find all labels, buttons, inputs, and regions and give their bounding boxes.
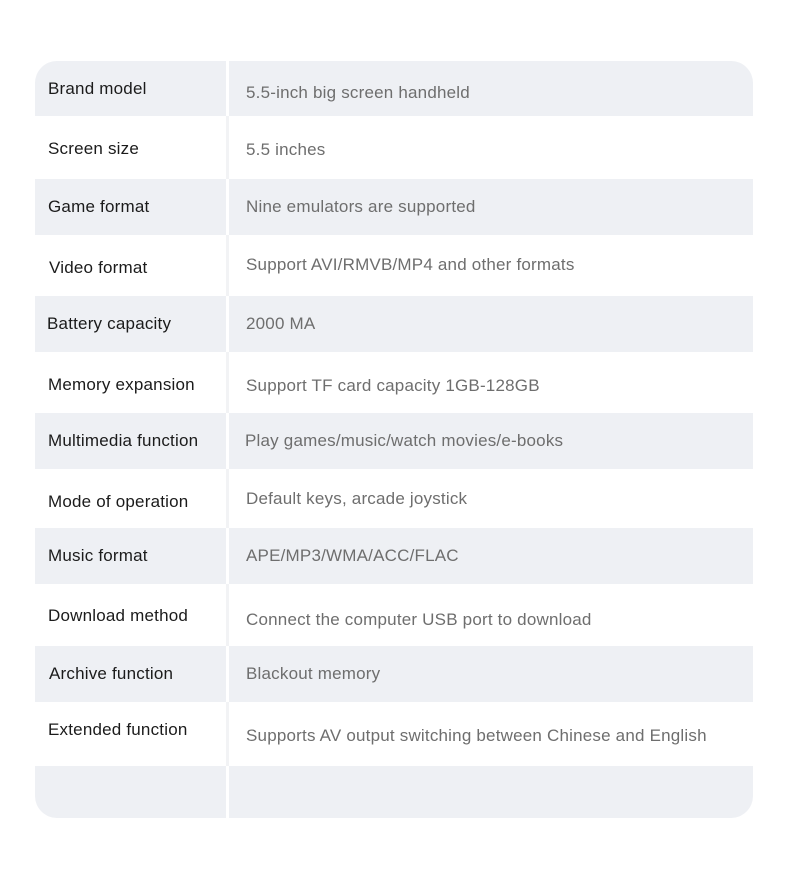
spec-row-download-method [35, 584, 753, 646]
spec-row-brand-model [35, 61, 753, 116]
footer-value-cell [229, 766, 753, 818]
footer-label-cell [35, 766, 226, 818]
spec-row-screen-size [35, 116, 753, 179]
spec-value-text: Default keys, arcade joystick [246, 489, 468, 508]
spec-value-text: Connect the computer USB port to download [246, 610, 592, 629]
spec-label [35, 179, 226, 235]
spec-label [35, 469, 226, 528]
spec-value-text: Play games/music/watch movies/e-books [245, 431, 564, 450]
spec-label [35, 352, 226, 413]
spec-value [229, 235, 753, 296]
spec-value-text: Blackout memory [246, 664, 381, 683]
spec-label [35, 116, 226, 179]
spec-label [35, 235, 226, 296]
spec-value [229, 296, 753, 352]
spec-value-text: APE/MP3/WMA/ACC/FLAC [246, 546, 459, 565]
spec-label [35, 702, 226, 766]
spec-value [229, 61, 753, 116]
spec-value [229, 469, 753, 528]
spec-label-text: Archive function [49, 664, 174, 683]
spec-row-music-format [35, 528, 753, 584]
spec-value [229, 702, 753, 766]
spec-value [229, 646, 753, 702]
spec-row-extended-function [35, 702, 753, 766]
spec-row-multimedia-function [35, 413, 753, 469]
spec-label [35, 646, 226, 702]
spec-value-text: Support TF card capacity 1GB-128GB [246, 376, 540, 395]
spec-value-text: 5.5 inches [246, 140, 326, 159]
spec-row-battery-capacity [35, 296, 753, 352]
spec-value-text: Nine emulators are supported [246, 197, 476, 216]
spec-value-text: Supports AV output switching between Chinese and English [246, 726, 707, 745]
spec-label-text: Brand model [48, 78, 147, 98]
spec-row-archive-function [35, 646, 753, 702]
spec-label-text: Video format [49, 258, 148, 277]
spec-label [35, 584, 226, 646]
spec-label-text: Music format [48, 546, 148, 565]
spec-value [229, 584, 753, 646]
spec-value-text: Support AVI/RMVB/MP4 and other formats [246, 255, 575, 274]
spec-label-text: Mode of operation [48, 492, 189, 511]
spec-label-text: Memory expansion [48, 375, 195, 394]
spec-value [229, 413, 753, 469]
spec-label [35, 296, 226, 352]
spec-value [229, 179, 753, 235]
spec-table [35, 61, 753, 818]
spec-label [35, 61, 226, 116]
spec-label-text: Multimedia function [48, 431, 199, 450]
spec-row-video-format [35, 235, 753, 296]
spec-value [229, 116, 753, 179]
spec-label [35, 413, 226, 469]
spec-row-game-format [35, 179, 753, 235]
spec-label-text: Download method [48, 606, 189, 625]
spec-label [35, 528, 226, 584]
spec-row-mode-of-operation [35, 469, 753, 528]
spec-row-memory-expansion [35, 352, 753, 413]
spec-label-text: Battery capacity [47, 314, 172, 333]
spec-value [229, 528, 753, 584]
spec-value-text: 5.5-inch big screen handheld [246, 83, 470, 102]
spec-label-text: Game format [48, 197, 150, 216]
spec-value-text: 2000 MA [246, 314, 316, 333]
spec-label-text: Screen size [48, 139, 140, 158]
spec-table-footer [35, 766, 753, 818]
spec-label-text: Extended function [48, 720, 188, 739]
spec-value [229, 352, 753, 413]
